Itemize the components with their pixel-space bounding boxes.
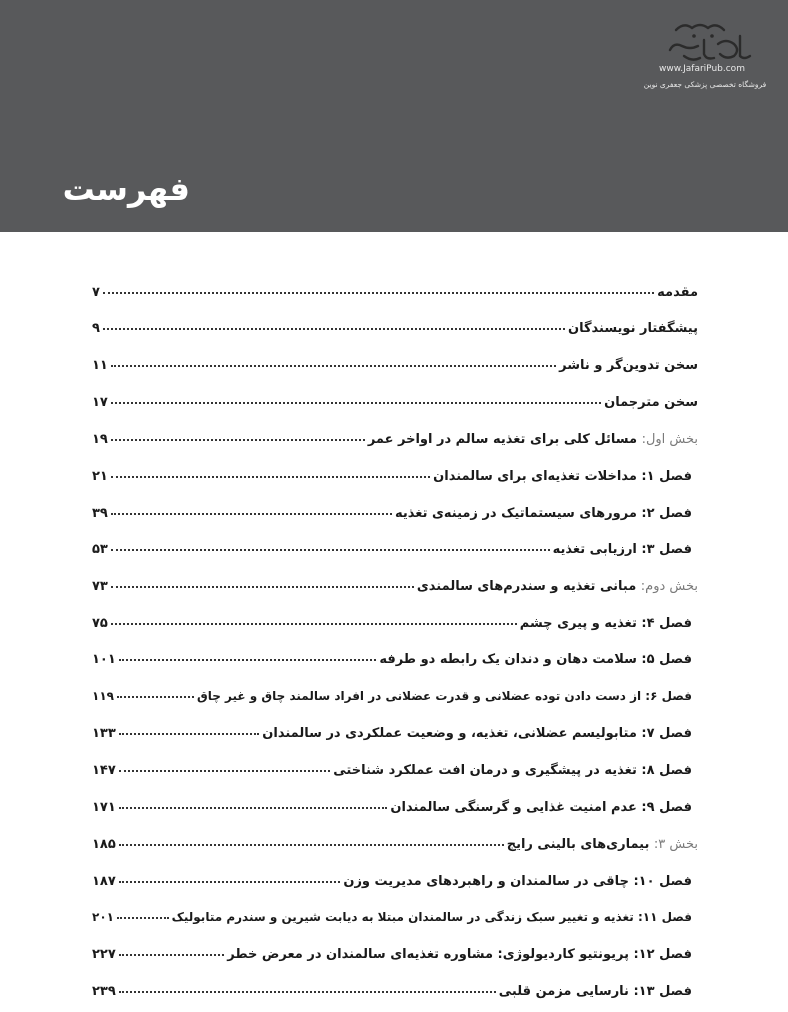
toc-entry-title: سخن مترجمان xyxy=(604,395,698,410)
toc-part-entry xyxy=(92,432,698,456)
toc-entry-label xyxy=(520,616,692,631)
toc-page-number: ۷۳ xyxy=(92,579,108,594)
dot-leader xyxy=(111,505,392,515)
toc-entry-title: مقدمه xyxy=(657,285,698,300)
toc-entry-label xyxy=(433,469,692,484)
dot-leader xyxy=(111,541,550,551)
toc-page-number: ۱۷ xyxy=(92,395,108,410)
part-prefix: بخش دوم: xyxy=(640,579,698,594)
publisher-url: www.JafariPub.com xyxy=(659,64,745,74)
toc-chapter-entry xyxy=(92,874,692,898)
toc-entry-title: فصل ۱۱: تغذیه و تغییر سبک زندگی در سالمندان مبتلا به دیابت شیرین و سندرم متابولیک xyxy=(171,910,692,924)
page-title: فهرست xyxy=(62,170,190,208)
toc-page-number: ۲۲۷ xyxy=(92,947,116,962)
toc-entry-label xyxy=(197,689,692,703)
toc-entry-label xyxy=(395,506,692,521)
toc-chapter-entry xyxy=(92,469,692,493)
dot-leader xyxy=(103,284,654,294)
part-prefix: بخش اول: xyxy=(641,432,698,447)
toc-entry-label xyxy=(172,910,692,924)
toc-entry-title: مسائل کلی برای تغذیه سالم در اواخر عمر xyxy=(367,432,638,447)
toc-page-number: ۱۷۱ xyxy=(92,800,116,815)
dot-leader xyxy=(119,983,496,993)
dot-leader xyxy=(119,651,377,661)
toc-entry-label xyxy=(499,984,692,999)
toc-entry-label xyxy=(657,285,698,300)
toc-entry-label xyxy=(343,874,692,889)
toc-entry-label xyxy=(262,726,692,741)
toc-page-number: ۲۰۱ xyxy=(92,910,114,924)
toc-page-number: ۱۱ xyxy=(92,358,108,373)
toc-entry-label xyxy=(507,837,698,852)
dot-leader xyxy=(119,836,504,846)
toc-chapter-entry xyxy=(92,616,692,640)
toc-page-number: ۵۳ xyxy=(92,542,108,557)
toc-entry-title: فصل ۶: از دست دادن توده عضلانی و قدرت عضلانی در افراد سالمند چاق و غیر چاق xyxy=(196,689,692,703)
dot-leader xyxy=(119,762,330,772)
toc-entry-label xyxy=(553,542,692,557)
toc-entry-title: فصل ۳: ارزیابی تغذیه xyxy=(552,542,692,557)
toc-page-number: ۹ xyxy=(92,321,100,336)
toc-entry-title: مبانی تغذیه و سندرم‌های سالمندی xyxy=(416,579,637,594)
toc-entry-label xyxy=(568,321,698,336)
toc-page-number: ۲۱ xyxy=(92,469,108,484)
toc-entry-title: فصل ۷: متابولیسم عضلانی، تغذیه، و وضعیت عملکردی در سالمندان xyxy=(262,726,692,741)
toc-entry xyxy=(92,358,698,382)
publisher-tagline: فروشگاه تخصصی پزشکی جعفری نوین xyxy=(643,80,767,89)
toc-chapter-entry xyxy=(92,984,692,1008)
toc-entry-title: بیماری‌های بالینی رایج xyxy=(506,837,650,852)
toc-chapter-entry xyxy=(92,506,692,530)
dot-leader xyxy=(119,799,388,809)
dot-leader xyxy=(117,688,194,698)
toc-entry-label xyxy=(368,432,698,447)
toc-entry-title: فصل ۸: تغذیه در پیشگیری و درمان افت عملکرد شناختی xyxy=(333,763,692,778)
toc-page-number: ۲۳۹ xyxy=(92,984,116,999)
toc-entry-label xyxy=(333,763,692,778)
dot-leader xyxy=(111,431,365,441)
toc-entry-label xyxy=(559,358,698,373)
toc-entry-title: فصل ۲: مرورهای سیستماتیک در زمینه‌ی تغذیه xyxy=(394,506,692,521)
toc-entry-label xyxy=(417,579,698,594)
toc-entry xyxy=(92,285,698,309)
toc-chapter-entry xyxy=(92,800,692,824)
toc-chapter-entry xyxy=(92,726,692,750)
toc-chapter-entry xyxy=(92,947,692,971)
toc-page-number: ۱۳۳ xyxy=(92,726,116,741)
toc-part-entry xyxy=(92,837,698,861)
dot-leader xyxy=(111,615,517,625)
dot-leader xyxy=(111,578,414,588)
part-prefix: بخش ۳: xyxy=(653,837,698,852)
toc-entry-title: فصل ۱۰: چاقی در سالمندان و راهبردهای مدیریت وزن xyxy=(343,874,692,889)
toc-page-number: ۱۴۷ xyxy=(92,763,116,778)
toc-page-number: ۱۸۵ xyxy=(92,837,116,852)
toc-entry xyxy=(92,395,698,419)
dot-leader xyxy=(117,909,169,919)
toc-page-number: ۱۱۹ xyxy=(92,689,114,703)
toc-entry-title: فصل ۴: تغذیه و پیری چشم xyxy=(519,616,692,631)
toc-entry-title: فصل ۱۲: پریونتیو کاردیولوژی: مشاوره تغذیه‌ای سالمندان در معرض خطر xyxy=(227,947,692,962)
toc-entry-title: فصل ۵: سلامت دهان و دندان یک رابطه دو طرفه xyxy=(379,652,692,667)
toc-entry xyxy=(92,321,698,345)
dot-leader xyxy=(119,873,341,883)
dot-leader xyxy=(111,394,601,404)
toc-page-number: ۷۵ xyxy=(92,616,108,631)
dot-leader xyxy=(119,725,259,735)
toc-entry-label xyxy=(227,947,692,962)
toc-page-number: ۱۹ xyxy=(92,432,108,447)
toc-chapter-entry xyxy=(92,652,692,676)
toc-chapter-entry xyxy=(92,689,692,713)
toc-entry-label xyxy=(379,652,692,667)
dot-leader xyxy=(111,357,556,367)
dot-leader xyxy=(119,946,224,956)
toc-entry-label xyxy=(604,395,698,410)
dot-leader xyxy=(103,320,565,330)
toc-page-number: ۱۸۷ xyxy=(92,874,116,889)
toc-page-number: ۳۹ xyxy=(92,506,108,521)
toc-entry-title: سخن تدوین‌گر و ناشر xyxy=(559,358,698,373)
toc-chapter-entry xyxy=(92,910,692,934)
toc-entry-title: پیشگفتار نویسندگان xyxy=(567,321,698,336)
dot-leader xyxy=(111,468,430,478)
toc-chapter-entry xyxy=(92,542,692,566)
toc-entry-title: فصل ۱۳: نارسایی مزمن قلبی xyxy=(498,984,692,999)
toc-entry-title: فصل ۱: مداخلات تغذیه‌ای برای سالمندان xyxy=(433,469,692,484)
toc-part-entry xyxy=(92,579,698,603)
toc-chapter-entry xyxy=(92,763,692,787)
toc-page-number: ۱۰۱ xyxy=(92,652,116,667)
toc-entry-label xyxy=(390,800,692,815)
toc-page-number: ۷ xyxy=(92,285,100,300)
toc-entry-title: فصل ۹: عدم امنیت غذایی و گرسنگی سالمندان xyxy=(390,800,692,815)
